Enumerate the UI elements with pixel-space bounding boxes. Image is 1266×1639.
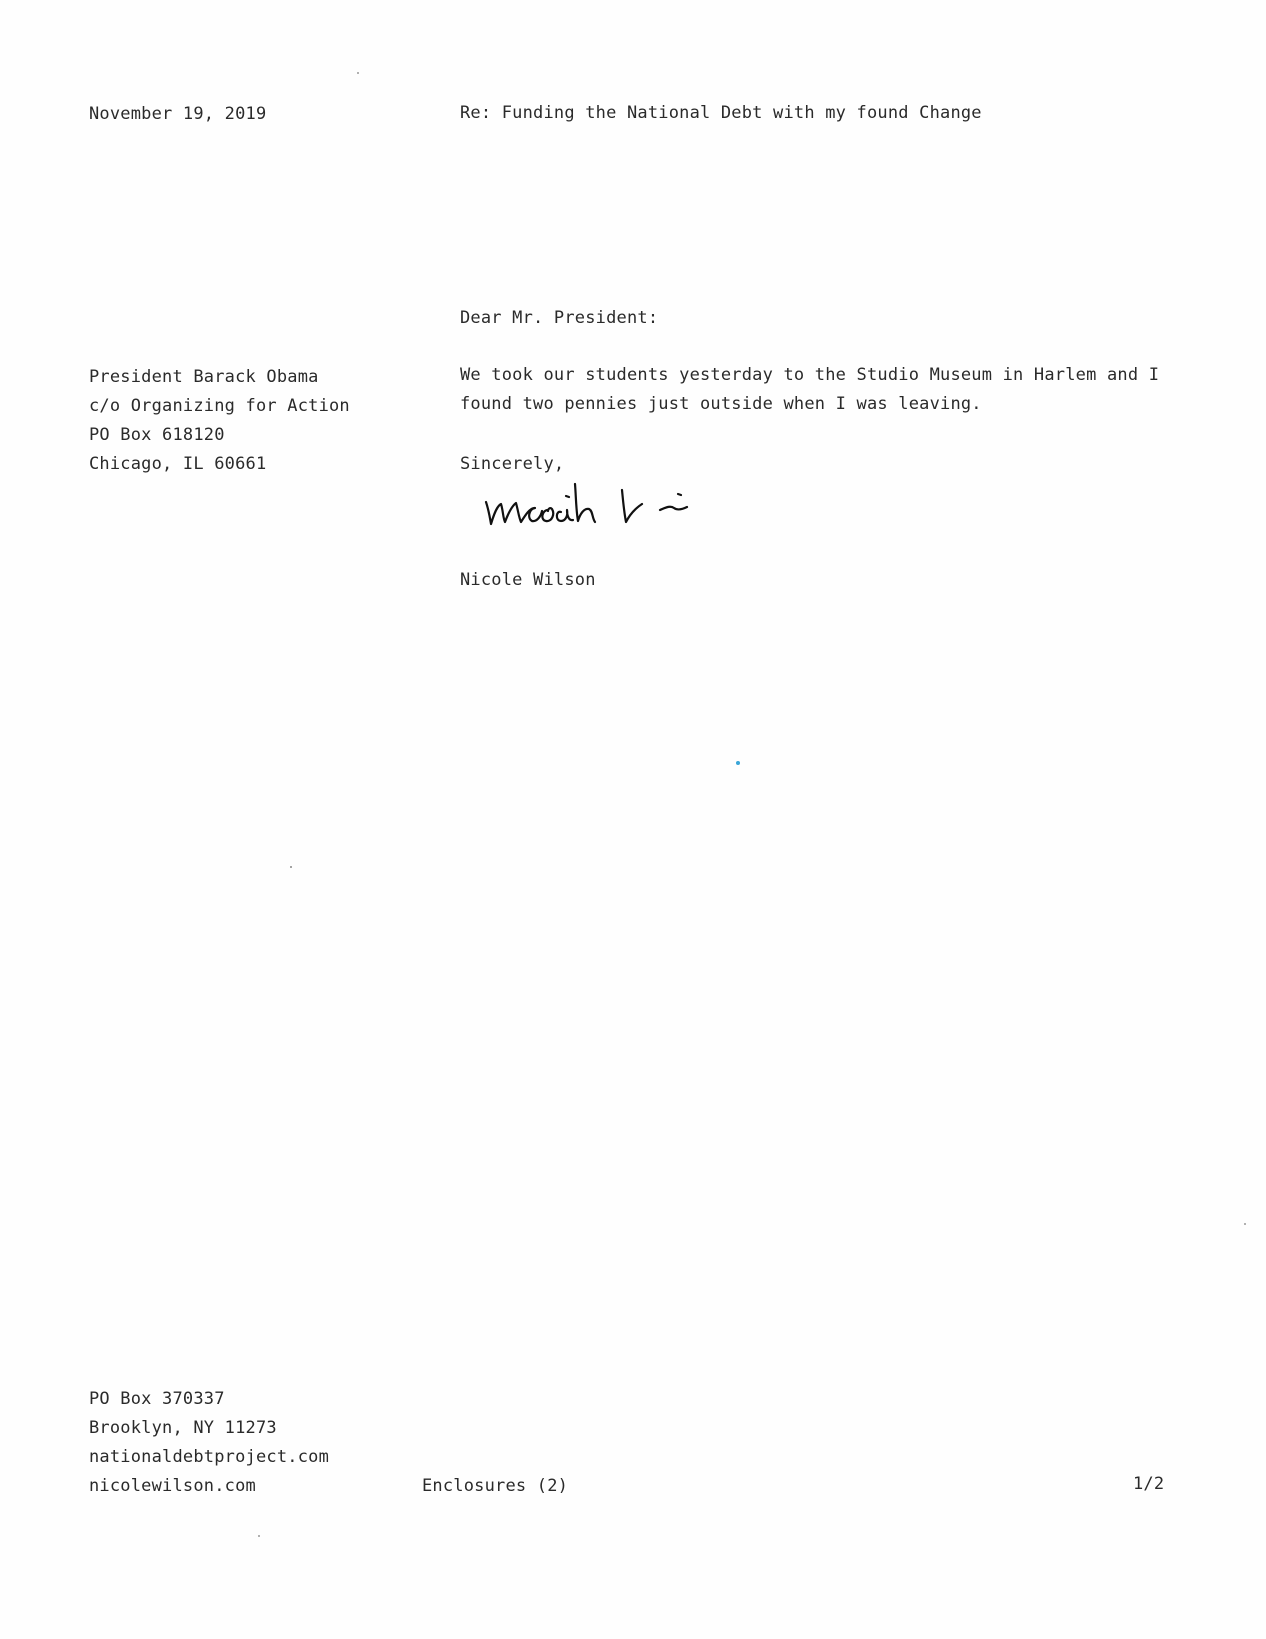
recipient-address: [89, 363, 350, 479]
recipient-po-box: PO Box 618120: [89, 425, 225, 445]
sender-city: Brooklyn, NY 11273: [89, 1418, 277, 1438]
sender-po-box: PO Box 370337: [89, 1389, 225, 1409]
signer-name: Nicole Wilson: [460, 570, 596, 590]
subject-line: Re: Funding the National Debt with my found Change: [460, 103, 982, 123]
letter-date: November 19, 2019: [89, 104, 267, 124]
salutation: Dear Mr. President:: [460, 308, 659, 328]
handwritten-signature: [482, 478, 754, 538]
scan-speck: [290, 866, 292, 868]
scan-speck: [258, 1535, 260, 1537]
scan-speck: [1244, 1223, 1246, 1225]
sender-website-link: nicolewilson.com: [89, 1476, 256, 1496]
scan-speck: [357, 72, 359, 74]
recipient-city: Chicago, IL 60661: [89, 454, 267, 474]
recipient-name: President Barack Obama: [89, 367, 319, 387]
sender-website-link: nationaldebtproject.com: [89, 1447, 330, 1467]
body-line: We took our students yesterday to the Studio Museum in Harlem and I: [460, 365, 1160, 385]
sender-address: [89, 1385, 329, 1501]
enclosures-note: Enclosures (2): [422, 1476, 569, 1496]
body-line: found two pennies just outside when I was leaving.: [460, 394, 982, 414]
page-number: 1/2: [1133, 1474, 1165, 1494]
closing: Sincerely,: [460, 454, 565, 474]
recipient-care-of: c/o Organizing for Action: [89, 396, 350, 416]
scan-speck: [736, 761, 740, 765]
letter-body: [460, 361, 1159, 419]
